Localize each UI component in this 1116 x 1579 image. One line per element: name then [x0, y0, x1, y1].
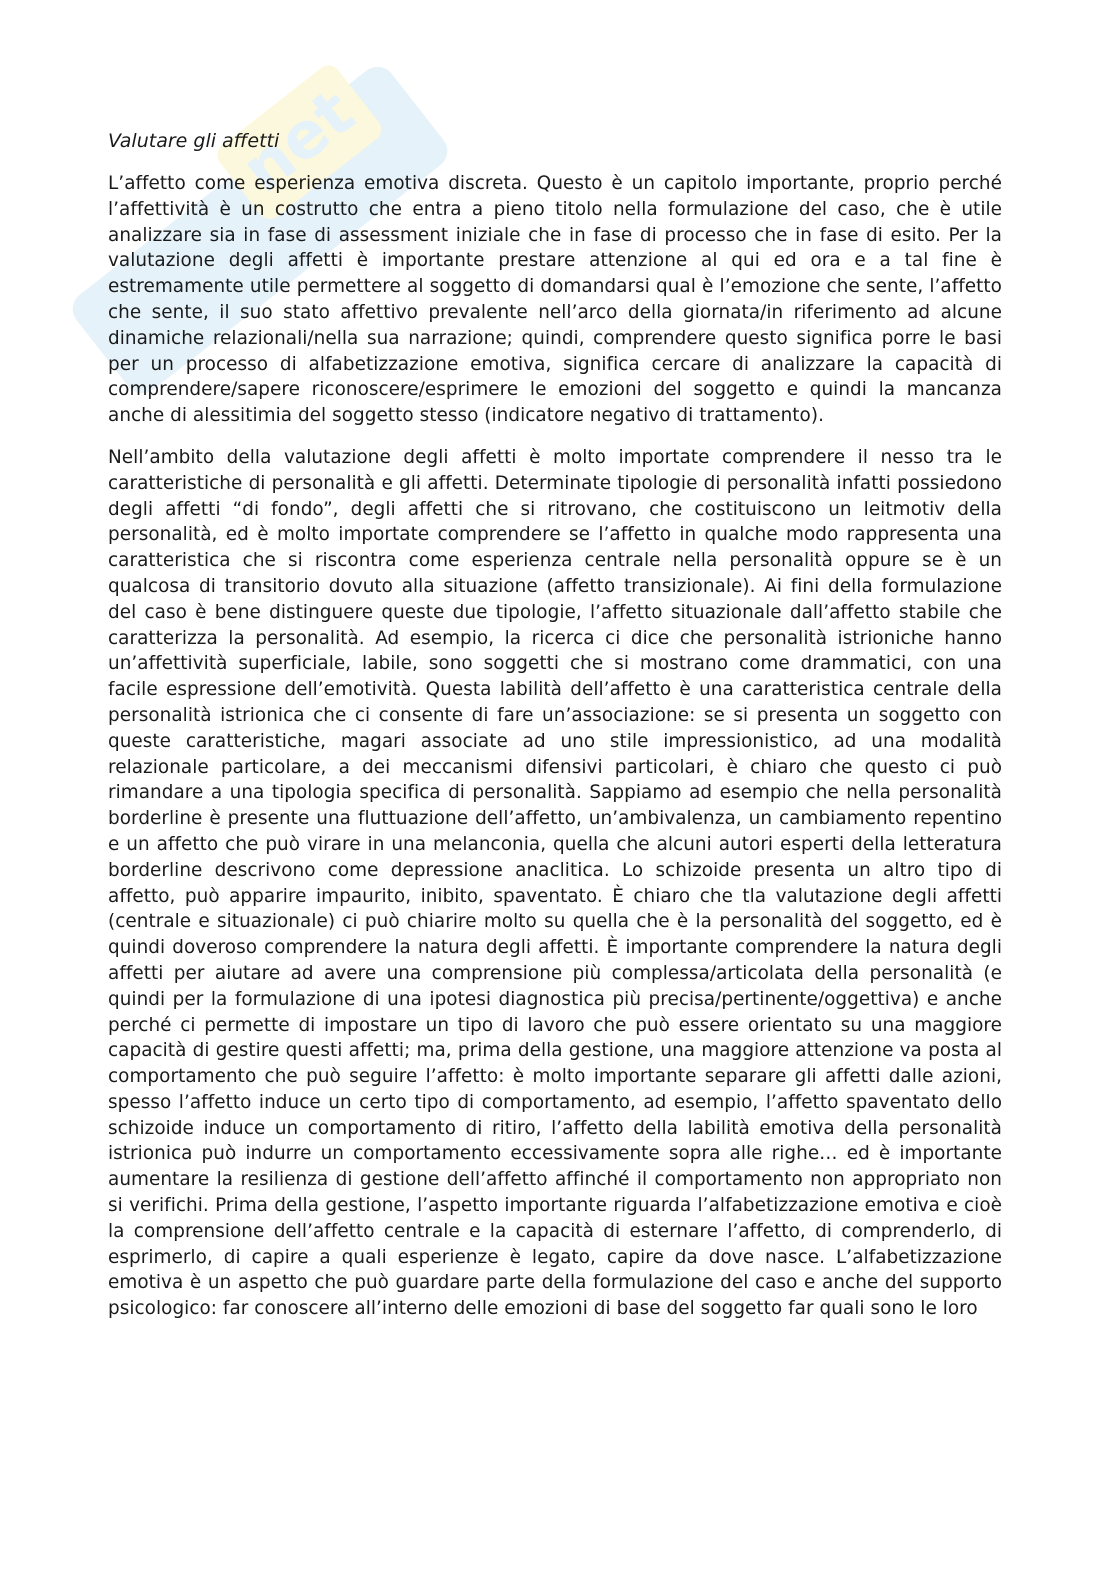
page-title: Valutare gli affetti — [108, 130, 280, 152]
watermark-text: net — [228, 75, 369, 208]
paragraph-2: Nell’ambito della valutazione degli affetti è molto importate comprendere il nesso tra le caratteristiche di personalità e gli affetti. Determinate tipologie di personalità infatti possiedono degli affetti “di fondo”, degli affetti che si ritrovano, che costituiscono un leitmotiv della personalità, ed è molto importate comprendere se l’affetto in qualche modo rappresenta una caratteristica che si riscontra come esperienza centrale nella personalità oppure se è un qualcosa di transitorio dovuto alla situazione (affetto transizionale). Ai fini della formulazione del caso è bene distinguere queste due tipologie, l’affetto situazionale dall’affetto stabile che caratterizza la personalità. Ad esempio, la ricerca ci dice che personalità istrioniche hanno un’affettività superficiale, labile, sono soggetti che si mostrano come drammatici, con una facile espressione dell’emotività. Questa labilità dell’affetto è una caratteristica centrale della personalità istrionica che ci consente di fare un’associazione: se si presenta un soggetto con queste caratteristiche, magari associate ad uno stile impressionistico, ad una modalità relazionale particolare, a dei meccanismi difensivi particolari, è chiaro che questo ci può rimandare a una tipologia specifica di personalità. Sappiamo ad esempio che nella personalità borderline è presente una fluttuazione dell’affetto, un’ambivalenza, un cambiamento repentino e un affetto che può virare in una melanconia, quella che alcuni autori esperti della letteratura borderline descrivono come depressione anaclitica. Lo schizoide presenta un altro tipo di affetto, può apparire impaurito, inibito, spaventato. È chiaro che tla valutazione degli affetti (centrale e situazionale) ci può chiarire molto su quella che è la personalità del soggetto, ed è quindi doveroso comprendere la natura degli affetti. È importante comprendere la natura degli affetti per aiutare ad avere una comprensione più complessa/articolata della personalità (e quindi per la formulazione di una ipotesi diagnostica più precisa/pertinente/oggettiva) e anche perché ci permette di impostare un tipo di lavoro che può essere orientato su una maggiore capacità di gestire questi affetti; ma, prima della gestione, una maggiore attenzione va posta al comportamento che può seguire l’affetto: è molto importante separare gli affetti dalle azioni, spesso l’affetto induce un certo tipo di comportamento, ad esempio, l’affetto spaventato dello schizoide induce un comportamento di ritiro, l’affetto della labilità emotiva della personalità istrionica può indurre un comportamento eccessivamente sopra alle righe… ed è importante aumentare la resilienza di gestione dell’affetto affinché il comportamento non appropriato non si verifichi. Prima della gestione, l’aspetto importante riguarda l’alfabetizzazione emotiva e cioè la comprensione dell’affetto centrale e la capacità di esternare l’affetto, di comprenderlo, di esprimerlo, di capire a quali esperienze è legato, capire da dove nasce. L’alfabetizzazione emotiva è un aspetto che può guardare parte della formulazione del caso e anche del supporto psicologico: far conoscere all’interno delle emozioni di base del soggetto far quali sono le loro — [108, 446, 1002, 1320]
document-page — [108, 128, 1002, 1338]
paragraph-1: L’affetto come esperienza emotiva discreta. Questo è un capitolo importante, proprio perché l’affettività è un costrutto che entra a pieno titolo nella formulazione del caso, che è utile analizzare sia in fase di assessment iniziale che in fase di processo che in fase di esito. Per la valutazione degli affetti è importante prestare attenzione al qui ed ora e a tal fine è estremamente utile permettere al soggetto di domandarsi qual è l’emozione che sente, l’affetto che sente, il suo stato affettivo prevalente nell’arco della giornata/in riferimento ad alcune dinamiche relazionali/nella sua narrazione; quindi, comprendere questo significa porre le basi per un processo di alfabetizzazione emotiva, significa cercare di analizzare la capacità di comprendere/sapere riconoscere/esprimere le emozioni del soggetto e quindi la mancanza anche di alessitimia del soggetto stesso (indicatore negativo di trattamento). — [108, 173, 1002, 427]
